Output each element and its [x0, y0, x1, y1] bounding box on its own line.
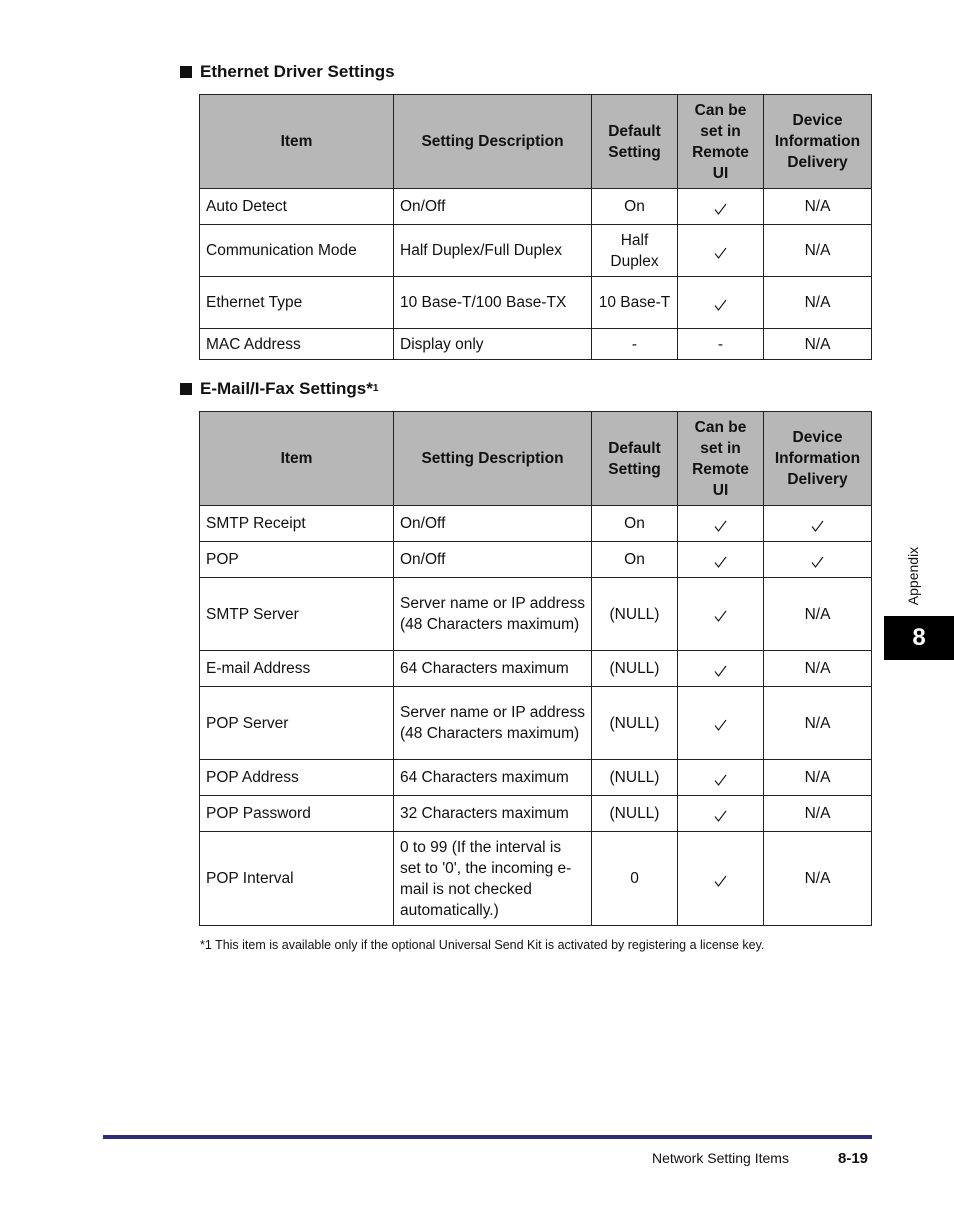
- check-mark-icon: [714, 665, 727, 677]
- cell-device-information-delivery: N/A: [764, 760, 872, 796]
- cell-item: POP Server: [200, 687, 394, 760]
- check-mark-icon: [811, 556, 824, 568]
- cell-device-information-delivery: N/A: [764, 651, 872, 687]
- cell-remote-ui: [678, 687, 764, 760]
- cell-remote-ui: -: [678, 329, 764, 360]
- cell-device-information-delivery: N/A: [764, 832, 872, 926]
- column-header-item: Item: [200, 412, 394, 506]
- cell-setting-description: On/Off: [394, 506, 592, 542]
- cell-remote-ui: [678, 832, 764, 926]
- section-heading-ethernet: [180, 62, 395, 82]
- column-header-device-information-delivery: Device Information Delivery: [764, 95, 872, 189]
- cell-device-information-delivery: [764, 542, 872, 578]
- cell-setting-description: Half Duplex/Full Duplex: [394, 225, 592, 277]
- column-header-default-setting: Default Setting: [592, 95, 678, 189]
- square-bullet-icon: [180, 383, 192, 395]
- cell-remote-ui: [678, 506, 764, 542]
- footnote: *1 This item is available only if the optional Universal Send Kit is activated by registering a license key.: [200, 938, 765, 952]
- column-header-setting-description: Setting Description: [394, 412, 592, 506]
- cell-default-setting: On: [592, 189, 678, 225]
- table-row: [200, 225, 872, 277]
- cell-default-setting: -: [592, 329, 678, 360]
- cell-device-information-delivery: N/A: [764, 578, 872, 651]
- cell-setting-description: 64 Characters maximum: [394, 760, 592, 796]
- cell-remote-ui: [678, 189, 764, 225]
- column-header-device-information-delivery: Device Information Delivery: [764, 412, 872, 506]
- cell-default-setting: 10 Base-T: [592, 277, 678, 329]
- cell-device-information-delivery: N/A: [764, 189, 872, 225]
- square-bullet-icon: [180, 66, 192, 78]
- cell-item: SMTP Receipt: [200, 506, 394, 542]
- cell-item: Ethernet Type: [200, 277, 394, 329]
- cell-default-setting: On: [592, 506, 678, 542]
- cell-item: Auto Detect: [200, 189, 394, 225]
- cell-remote-ui: [678, 277, 764, 329]
- table-row: [200, 832, 872, 926]
- cell-setting-description: On/Off: [394, 542, 592, 578]
- table-row: [200, 189, 872, 225]
- email-ifax-settings-table: [199, 411, 872, 926]
- check-mark-icon: [714, 719, 727, 731]
- check-mark-icon: [714, 774, 727, 786]
- cell-item: POP: [200, 542, 394, 578]
- table-row: [200, 760, 872, 796]
- cell-default-setting: (NULL): [592, 760, 678, 796]
- ethernet-settings-table: [199, 94, 872, 360]
- table-row: [200, 651, 872, 687]
- cell-item: E-mail Address: [200, 651, 394, 687]
- check-mark-icon: [714, 247, 727, 259]
- cell-setting-description: 64 Characters maximum: [394, 651, 592, 687]
- check-mark-icon: [714, 875, 727, 887]
- cell-setting-description: Display only: [394, 329, 592, 360]
- cell-default-setting: (NULL): [592, 687, 678, 760]
- column-header-default-setting: Default Setting: [592, 412, 678, 506]
- column-header-remote-ui: Can be set in Remote UI: [678, 412, 764, 506]
- cell-device-information-delivery: N/A: [764, 687, 872, 760]
- side-tab-label: [902, 538, 924, 614]
- cell-item: MAC Address: [200, 329, 394, 360]
- column-header-item: Item: [200, 95, 394, 189]
- check-mark-icon: [811, 520, 824, 532]
- cell-default-setting: (NULL): [592, 578, 678, 651]
- cell-remote-ui: [678, 760, 764, 796]
- cell-remote-ui: [678, 796, 764, 832]
- check-mark-icon: [714, 203, 727, 215]
- table-row: [200, 329, 872, 360]
- footer-section-title: Network Setting Items: [652, 1150, 789, 1166]
- cell-default-setting: Half Duplex: [592, 225, 678, 277]
- cell-remote-ui: [678, 578, 764, 651]
- chapter-tab[interactable]: 8: [884, 616, 954, 660]
- side-tab-text: Appendix: [905, 546, 922, 606]
- table-row: [200, 277, 872, 329]
- cell-item: POP Password: [200, 796, 394, 832]
- cell-setting-description: 32 Characters maximum: [394, 796, 592, 832]
- cell-item: POP Address: [200, 760, 394, 796]
- section-title: Ethernet Driver Settings: [200, 62, 395, 81]
- cell-item: POP Interval: [200, 832, 394, 926]
- table-row: [200, 578, 872, 651]
- cell-remote-ui: [678, 651, 764, 687]
- cell-default-setting: On: [592, 542, 678, 578]
- cell-setting-description: 0 to 99 (If the interval is set to '0', the incoming e-mail is not checked automatically.): [394, 832, 592, 926]
- cell-setting-description: Server name or IP address (48 Characters maximum): [394, 687, 592, 760]
- cell-setting-description: On/Off: [394, 189, 592, 225]
- cell-item: SMTP Server: [200, 578, 394, 651]
- page-number: 8-19: [838, 1150, 869, 1167]
- check-mark-icon: [714, 810, 727, 822]
- check-mark-icon: [714, 610, 727, 622]
- cell-setting-description: Server name or IP address (48 Characters maximum): [394, 578, 592, 651]
- table-header-row: [200, 95, 872, 189]
- section-title: E-Mail/I-Fax Settings*: [200, 379, 373, 398]
- table-row: [200, 506, 872, 542]
- check-mark-icon: [714, 520, 727, 532]
- cell-item: Communication Mode: [200, 225, 394, 277]
- table-row: [200, 687, 872, 760]
- cell-remote-ui: [678, 542, 764, 578]
- cell-setting-description: 10 Base-T/100 Base-TX: [394, 277, 592, 329]
- table-header-row: [200, 412, 872, 506]
- cell-device-information-delivery: [764, 506, 872, 542]
- table-row: [200, 796, 872, 832]
- check-mark-icon: [714, 299, 727, 311]
- check-mark-icon: [714, 556, 727, 568]
- cell-device-information-delivery: N/A: [764, 796, 872, 832]
- column-header-setting-description: Setting Description: [394, 95, 592, 189]
- table-row: [200, 542, 872, 578]
- cell-device-information-delivery: N/A: [764, 277, 872, 329]
- cell-default-setting: 0: [592, 832, 678, 926]
- footer-divider: [103, 1135, 872, 1139]
- column-header-remote-ui: Can be set in Remote UI: [678, 95, 764, 189]
- cell-default-setting: (NULL): [592, 796, 678, 832]
- cell-default-setting: (NULL): [592, 651, 678, 687]
- cell-device-information-delivery: N/A: [764, 225, 872, 277]
- section-heading-email: E-Mail/I-Fax Settings* 1: [180, 379, 378, 399]
- cell-remote-ui: [678, 225, 764, 277]
- cell-device-information-delivery: N/A: [764, 329, 872, 360]
